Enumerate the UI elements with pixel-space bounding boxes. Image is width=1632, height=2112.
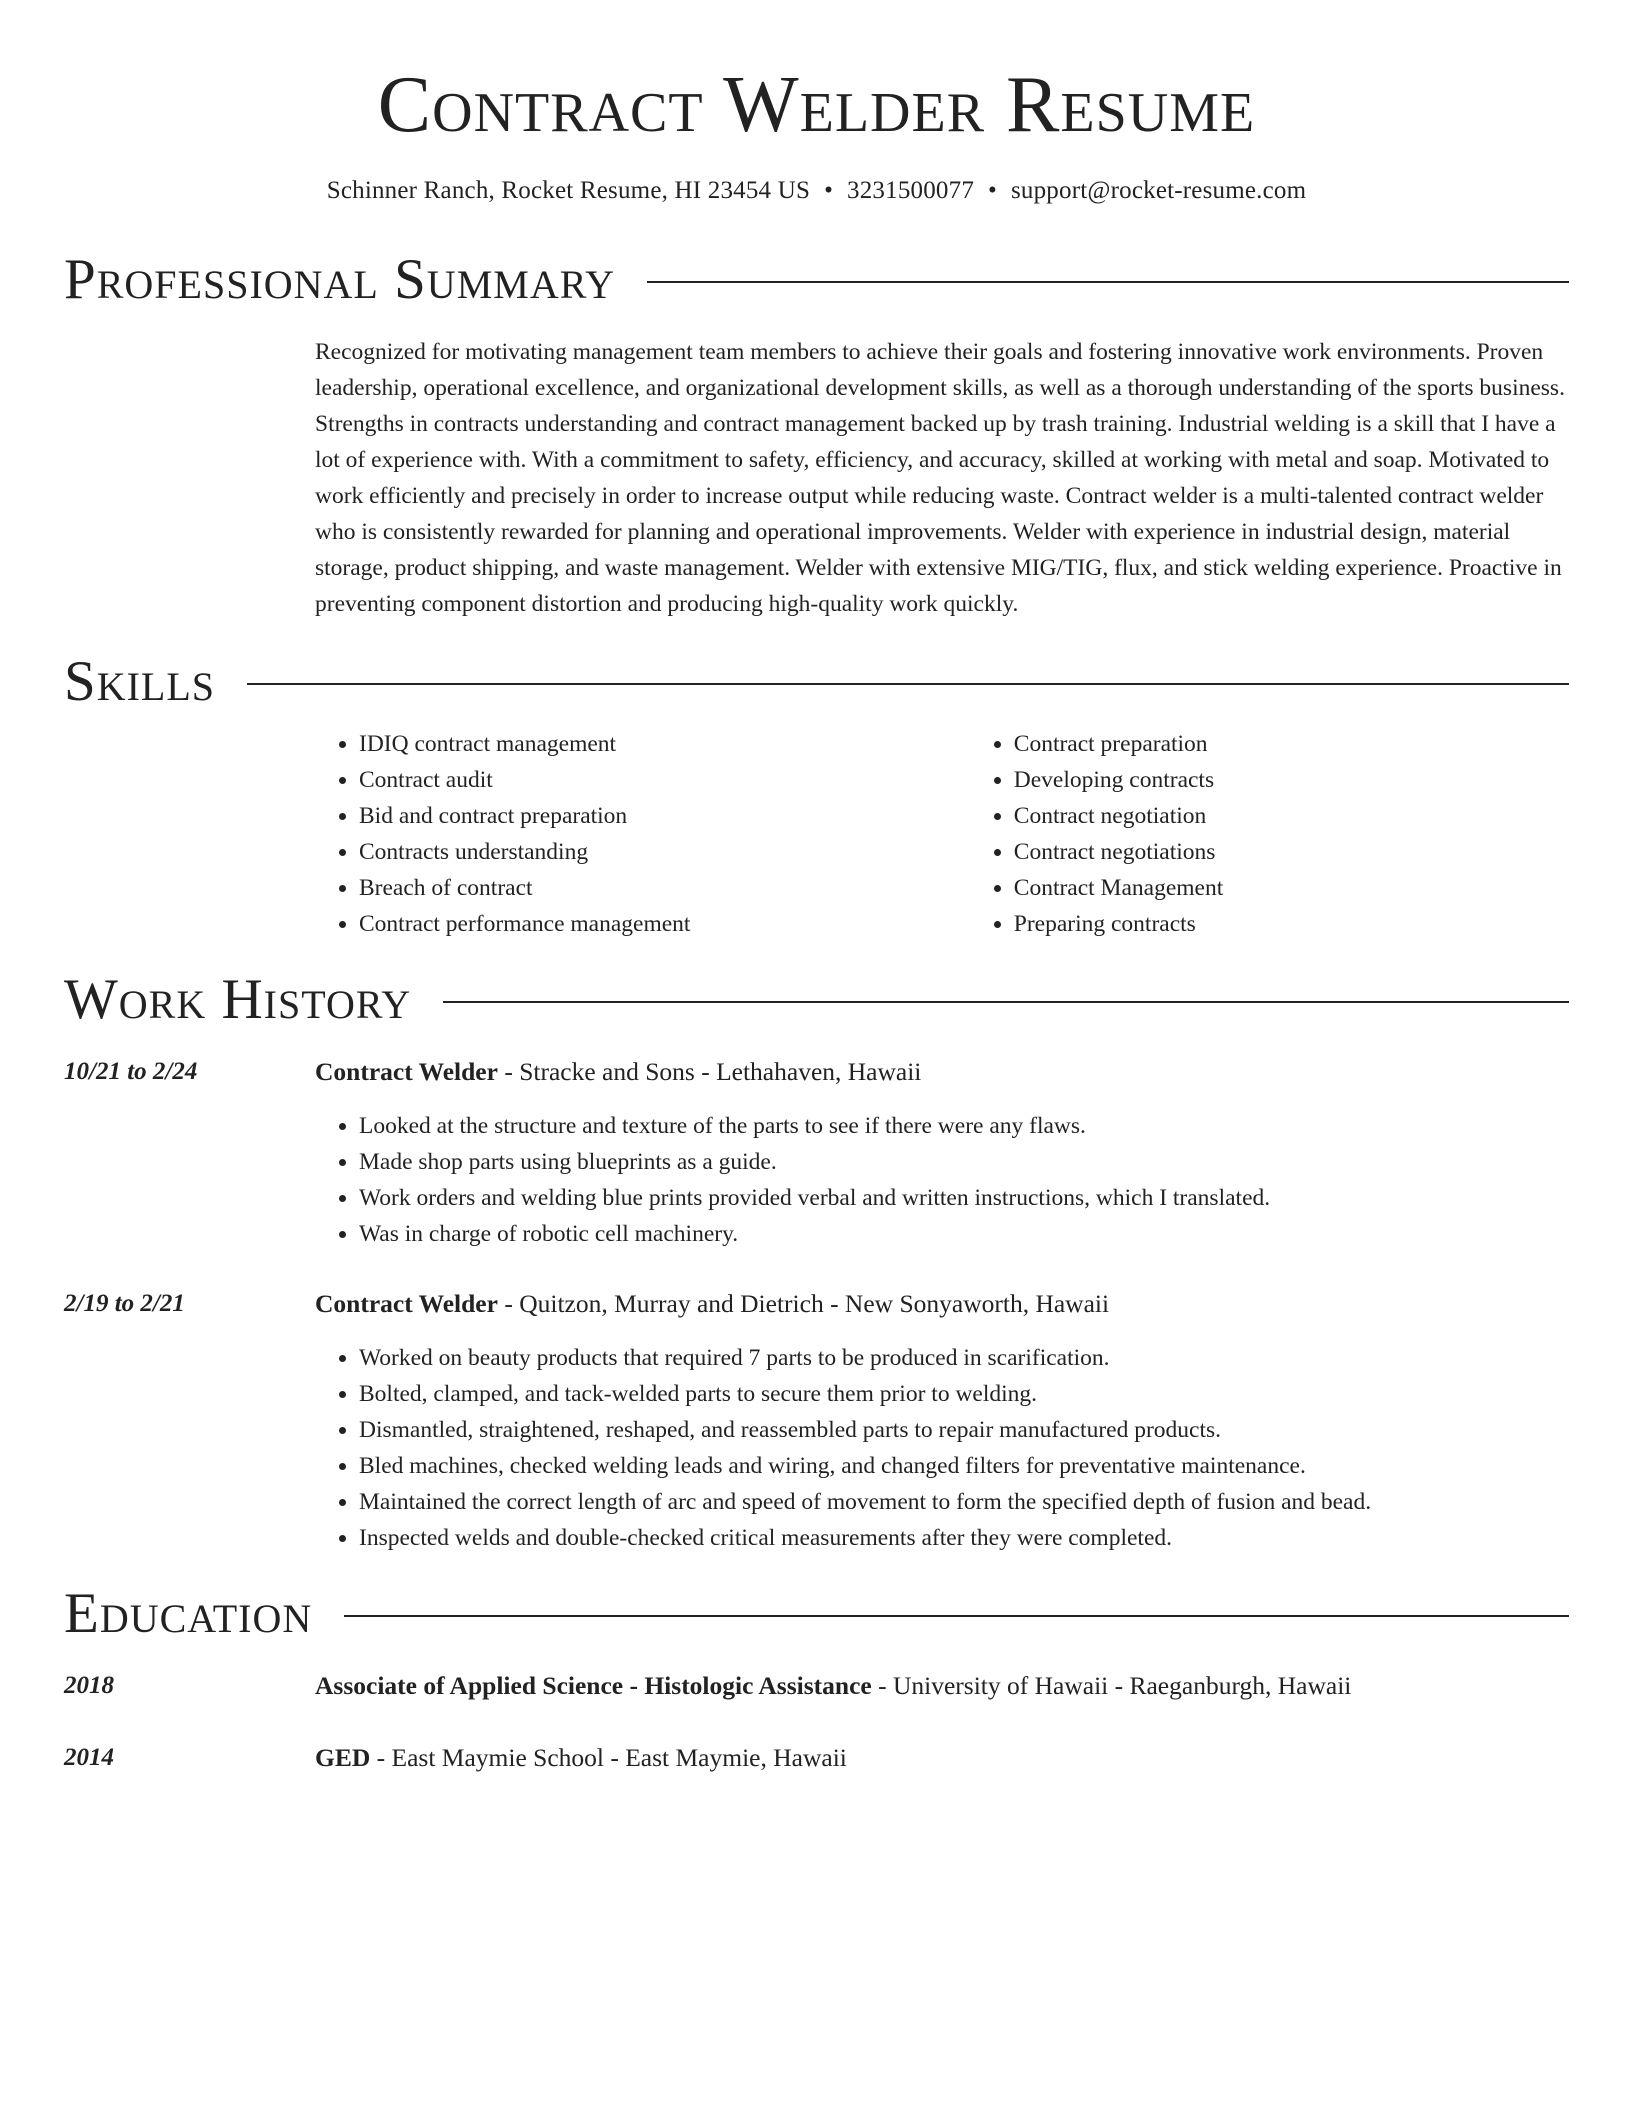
contact-email: support@rocket-resume.com — [1010, 177, 1307, 204]
summary-section-header — [64, 248, 1569, 312]
skill-item: • IDIQ contract management — [359, 726, 970, 762]
contact-address: Schinner Ranch, Rocket Resume, HI 23454 US — [326, 177, 811, 204]
section-divider — [443, 1001, 1569, 1003]
job-bullet: • Bled machines, checked welding leads and wiring, and changed filters for preventative maintenance. — [359, 1448, 1569, 1484]
skills-section-header — [64, 650, 1569, 714]
job-bullet: • Inspected welds and double-checked critical measurements after they were completed. — [359, 1520, 1569, 1556]
job-dates: 10/21 to 2/24 — [64, 1058, 198, 1085]
skill-item: • Breach of contract — [359, 870, 970, 906]
work-section-header — [64, 968, 1569, 1032]
skills-list — [315, 726, 1569, 942]
resume-page — [64, 0, 1569, 1776]
contact-separator: • — [988, 177, 997, 204]
section-divider — [647, 281, 1569, 283]
skill-item: • Contract performance management — [359, 906, 970, 942]
skill-item: • Contract audit — [359, 762, 970, 798]
education-section-header — [64, 1582, 1569, 1646]
job-bullet: • Dismantled, straightened, reshaped, and reassembled parts to repair manufactured products. — [359, 1412, 1569, 1448]
job-bullets — [315, 1340, 1569, 1556]
education-year: 2014 — [64, 1744, 114, 1771]
job-bullet: • Work orders and welding blue prints provided verbal and written instructions, which I translated. — [359, 1180, 1569, 1216]
job-body — [315, 1286, 1569, 1556]
contact-line — [64, 174, 1569, 208]
skill-item: • Contract negotiation — [1014, 798, 1569, 834]
skill-item: • Contracts understanding — [359, 834, 970, 870]
skills-heading: Skills — [64, 650, 216, 713]
education-degree: Associate of Applied Science - Histologic Assistance — [315, 1671, 872, 1700]
job-bullets — [315, 1108, 1569, 1252]
job-bullet: • Maintained the correct length of arc and speed of movement to form the specified depth of fusion and bead. — [359, 1484, 1569, 1520]
job-bullet: • Looked at the structure and texture of the parts to see if there were any flaws. — [359, 1108, 1569, 1144]
job-heading — [315, 1286, 1569, 1322]
education-details: - East Maymie School - East Maymie, Hawaii — [370, 1743, 847, 1772]
job-title: Contract Welder — [315, 1289, 498, 1318]
summary-text: Recognized for motivating management team members to achieve their goals and fostering innovative work environments. Proven leadership, operational excellence, and organizational development skills, as well as a thorough understanding of the sports business. Strengths in contracts understanding and contract management backed up by trash training. Industrial welding is a skill that I have a lot of experience with. With a commitment to safety, efficiency, and accuracy, skilled at working with metal and soap. Motivated to work efficiently and precisely in order to increase output while reducing waste. Contract welder is a multi-talented contract welder who is consistently rewarded for planning and operational improvements. Welder with experience in industrial design, material storage, product shipping, and waste management. Welder with extensive MIG/TIG, flux, and stick welding experience. Proactive in preventing component distortion and producing high-quality work quickly. — [315, 339, 1565, 617]
job-bullet: • Bolted, clamped, and tack-welded parts to secure them prior to welding. — [359, 1376, 1569, 1412]
job-details: - Quitzon, Murray and Dietrich - New Sonyaworth, Hawaii — [497, 1289, 1110, 1318]
job-title: Contract Welder — [315, 1057, 498, 1086]
education-entry — [64, 1668, 1569, 1704]
work-heading: Work History — [64, 968, 412, 1031]
education-degree: GED — [315, 1743, 371, 1772]
education-details: - University of Hawaii - Raeganburgh, Hawaii — [871, 1671, 1352, 1700]
skill-item: • Contract Management — [1014, 870, 1569, 906]
job-bullet: • Made shop parts using blueprints as a guide. — [359, 1144, 1569, 1180]
skills-column-right — [970, 726, 1569, 942]
job-entry — [64, 1054, 1569, 1252]
education-heading-line — [315, 1668, 1351, 1704]
skill-item: • Developing contracts — [1014, 762, 1569, 798]
skill-item: • Bid and contract preparation — [359, 798, 970, 834]
job-bullet: • Was in charge of robotic cell machinery. — [359, 1216, 1569, 1252]
job-heading — [315, 1054, 1569, 1090]
job-bullet: • Worked on beauty products that required 7 parts to be produced in scarification. — [359, 1340, 1569, 1376]
section-divider — [247, 683, 1569, 685]
skill-item: • Contract negotiations — [1014, 834, 1569, 870]
skill-item: • Preparing contracts — [1014, 906, 1569, 942]
education-year: 2018 — [64, 1672, 114, 1699]
resume-title: Contract Welder Resume — [377, 61, 1256, 149]
education-heading-line — [315, 1740, 847, 1776]
skill-item: • Contract preparation — [1014, 726, 1569, 762]
skills-column-left — [315, 726, 970, 942]
contact-separator: • — [824, 177, 834, 204]
education-heading: Education — [64, 1582, 313, 1645]
summary-heading: Professional Summary — [64, 248, 616, 311]
contact-phone: 3231500077 — [847, 177, 975, 204]
job-body — [315, 1054, 1569, 1252]
job-entry — [64, 1286, 1569, 1556]
job-details: - Stracke and Sons - Lethahaven, Hawaii — [497, 1057, 922, 1086]
section-divider — [344, 1615, 1569, 1617]
job-dates: 2/19 to 2/21 — [64, 1290, 185, 1317]
education-entry — [64, 1740, 1569, 1776]
